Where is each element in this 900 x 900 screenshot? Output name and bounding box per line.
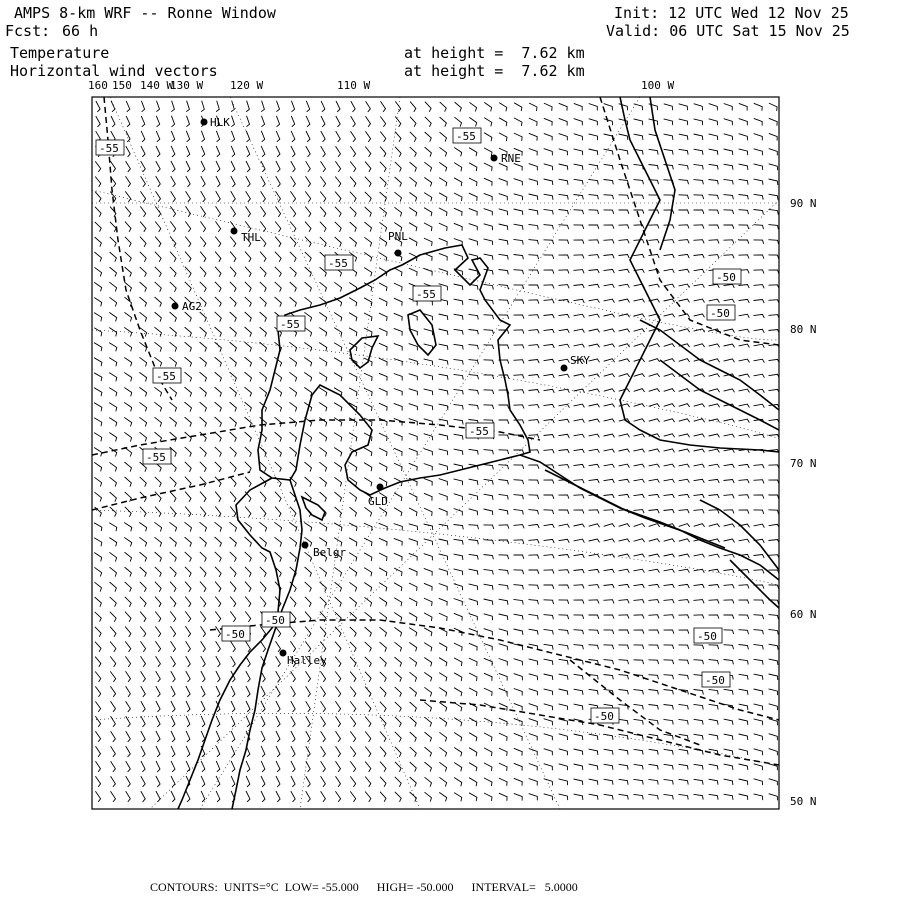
station-label-belgr: Belgr: [313, 546, 347, 559]
station-label-thl: THL: [241, 231, 261, 244]
lat-label-50n: 50 N: [790, 795, 817, 808]
field-temperature-height: at height = 7.62 km: [404, 44, 585, 62]
station-label-pnl: PNL: [388, 230, 408, 243]
coastlines: [178, 97, 779, 809]
lat-label-70n: 70 N: [790, 457, 817, 470]
lon-label-140w: 140 W: [140, 79, 174, 92]
station-label-gld: GLD: [368, 495, 388, 508]
lat-label-90n: 90 N: [790, 197, 817, 210]
station-label-halley: Halley: [287, 654, 327, 667]
forecast-label: Fcst:: [5, 22, 51, 40]
contour-label: -50: [705, 674, 725, 687]
station-marker: [172, 303, 179, 310]
station-marker: [201, 119, 208, 126]
contour-label: -50: [697, 630, 717, 643]
contour-label: -55: [280, 318, 300, 331]
station-marker: [231, 228, 238, 235]
station-marker: [302, 542, 309, 549]
station-marker: [491, 155, 498, 162]
contour-label: -50: [225, 628, 245, 641]
wind-barbs: [94, 101, 779, 802]
forecast-hour: 66 h: [62, 22, 99, 40]
station-label-hlk: HLK: [210, 116, 230, 129]
contour-label: -50: [710, 307, 730, 320]
wind-vectors: [94, 101, 779, 802]
contour-label: -50: [594, 710, 614, 723]
lat-label-80n: 80 N: [790, 323, 817, 336]
contour-label: -55: [99, 142, 119, 155]
station-label-ag2: AG2: [182, 300, 202, 313]
station-label-rne: RNE: [501, 152, 521, 165]
contour-label: -50: [265, 614, 285, 627]
lon-label-150: 150: [112, 79, 132, 92]
contour-label: -55: [456, 130, 476, 143]
contour-label: -55: [416, 288, 436, 301]
contour-labels: [96, 128, 741, 723]
lat-label-60n: 60 N: [790, 608, 817, 621]
field-temperature: Temperature: [10, 44, 110, 62]
contour-legend: CONTOURS: UNITS=°C LOW= -55.000 HIGH= -50.000 INTERVAL= 5.0000: [150, 880, 578, 894]
contour-label: -55: [328, 257, 348, 270]
contour-label: -55: [156, 370, 176, 383]
temperature-contours: [92, 97, 779, 765]
map-title: AMPS 8-km WRF -- Ronne Window: [14, 4, 276, 22]
lon-label-120w: 120 W: [230, 79, 264, 92]
station-marker: [377, 484, 384, 491]
station-label-sky: SKY: [570, 354, 590, 367]
station-marker: [395, 250, 402, 257]
lon-label-100w: 100 W: [641, 79, 675, 92]
contour-label: -55: [146, 451, 166, 464]
lon-label-130w: 130 W: [170, 79, 204, 92]
map-frame: [92, 97, 779, 809]
contour-label: -50: [716, 271, 736, 284]
field-wind-height: at height = 7.62 km: [404, 62, 585, 80]
lon-label-110w: 110 W: [337, 79, 371, 92]
station-marker: [561, 365, 568, 372]
station-marker: [280, 650, 287, 657]
init-time: Init: 12 UTC Wed 12 Nov 25: [614, 4, 849, 22]
lon-label-160: 160: [88, 79, 108, 92]
valid-time: Valid: 06 UTC Sat 15 Nov 25: [606, 22, 850, 40]
field-wind: Horizontal wind vectors: [10, 62, 218, 80]
contour-label: -55: [469, 425, 489, 438]
